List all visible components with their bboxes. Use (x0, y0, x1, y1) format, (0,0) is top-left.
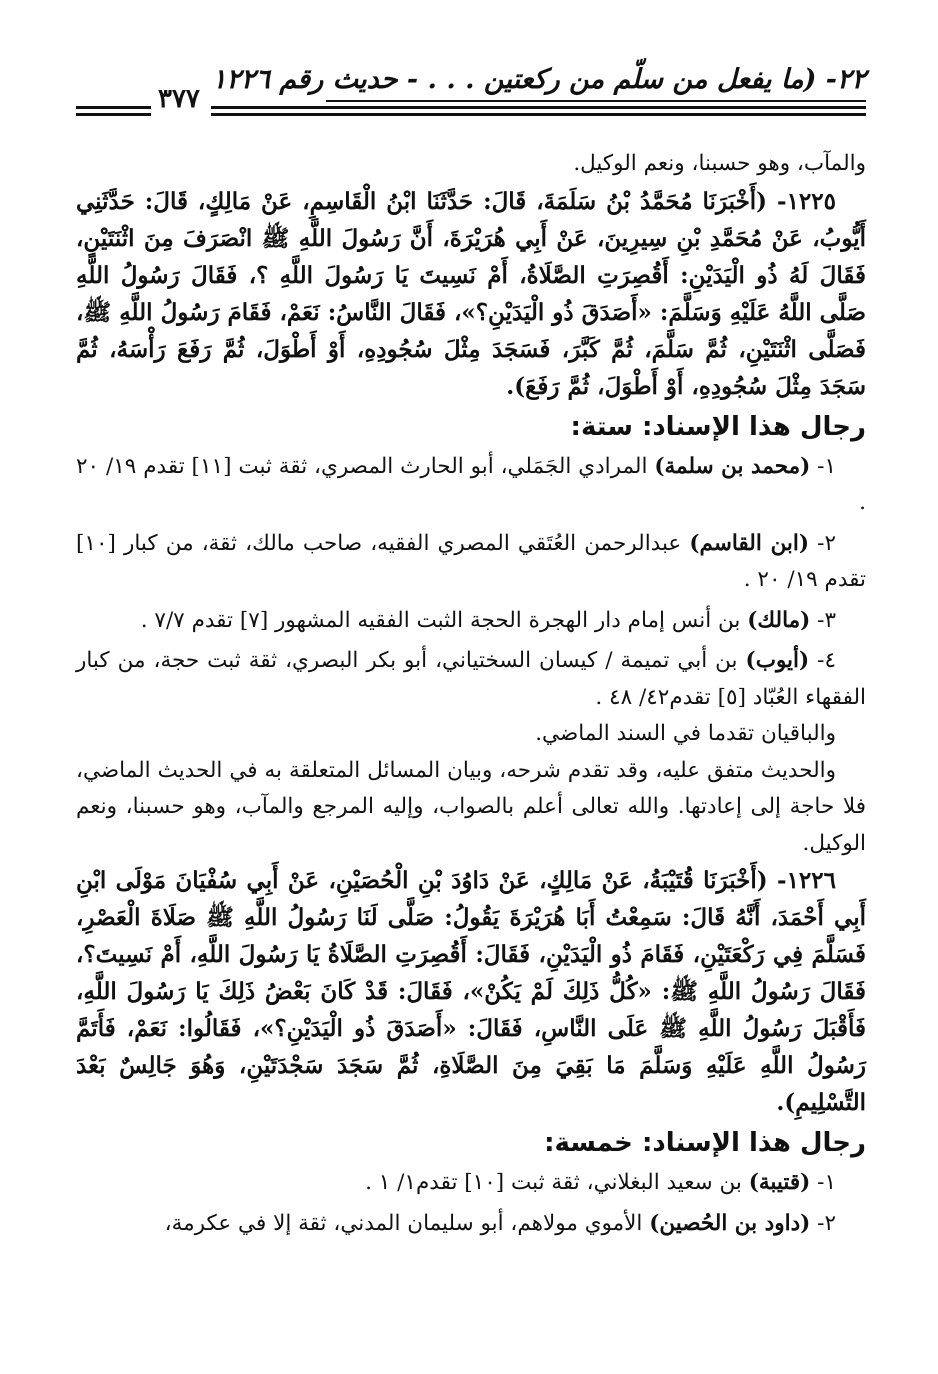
narrator-number: ٢- (810, 1210, 836, 1236)
narrator-details: بن أنس إمام دار الهجرة الحجة الثبت الفقيه المشهور [٧] تقدم ٧/٧ . (140, 607, 748, 633)
page-content (76, 146, 866, 1242)
chapter-title: ٢٢- (ما يفعل من سلّم من ركعتين . . . - حديث رقم ١٢٢٦ (211, 64, 866, 95)
narrator-entry (76, 1206, 866, 1243)
narrators-heading: رجال هذا الإسناد: خمسة: (544, 1128, 866, 1158)
commentary-paragraph: والحديث متفق عليه، وقد تقدم شرحه، وبيان المسائل المتعلقة به في الحديث الماضي، فلا حاجة إلى إعادتها. والله تعالى أعلم بالصواب، وإليه المرجع والمآب، وهو حسبنا، ونعم الوكيل. (76, 757, 866, 856)
header-rule (76, 106, 151, 109)
page-number: ٣٧٧ (158, 84, 200, 114)
remaining-narrators-note: والباقيان تقدما في السند الماضي. (535, 721, 836, 746)
narrator-details: المرادي الجَمَلي، أبو الحارث المصري، ثقة ثبت [١١] تقدم ١٩/ ٢٠ . (76, 453, 866, 515)
narrators-heading: رجال هذا الإسناد: ستة: (570, 411, 866, 442)
narrator-number: ٢- (809, 530, 836, 556)
narrator-entry (76, 1165, 866, 1202)
narrator-number: ٣- (810, 607, 836, 633)
title-underline (326, 100, 866, 102)
narrator-entry (76, 603, 866, 640)
narrator-entry (76, 526, 866, 599)
narrator-name: (داود بن الحُصين) (649, 1210, 811, 1236)
book-page (76, 50, 866, 1242)
hadith-1225: ١٢٢٥- (أَخْبَرَنَا مُحَمَّدُ بْنُ سَلَمَةَ، قَالَ: حَدَّثَنَا ابْنُ الْقَاسِمِ، عَنْ مَالِكٍ، قَالَ: حَدَّثَنِي أَيُّوبُ، عَنْ مُحَمَّدِ بْنِ سِيرِينَ، عَنْ أَبِي هُرَيْرَةَ، أَنَّ رَسُولَ اللَّهِ ﷺ انْصَرَفَ مِنَ اثْنَتَيْنِ، فَقَالَ لَهُ ذُو الْيَدَيْنِ: أَقُصِرَتِ الصَّلَاةُ، أَمْ نَسِيتَ يَا رَسُولَ اللَّهِ ؟، فَقَالَ رَسُولُ اللَّهِ صَلَّى اللَّهُ عَلَيْهِ وَسَلَّمَ: «أَصَدَقَ ذُو الْيَدَيْنِ؟»، فَقَالَ النَّاسُ: نَعَمْ، فَقَامَ رَسُولُ اللَّهِ ﷺ، فَصَلَّى اثْنَتَيْنِ، ثُمَّ سَلَّمَ، ثُمَّ كَبَّرَ، فَسَجَدَ مِثْلَ سُجُودِهِ، أَوْ أَطْوَلَ، ثُمَّ رَفَعَ رَأْسَهُ، ثُمَّ سَجَدَ مِثْلَ سُجُودِهِ، أَوْ أَطْوَلَ، ثُمَّ رَفَعَ). (76, 187, 866, 400)
narrator-number: ٤- (809, 648, 836, 673)
narrator-entry (76, 449, 866, 522)
narrator-entry (76, 643, 866, 716)
narrator-name: (ابن القاسم) (689, 530, 810, 556)
narrator-details: بن أبي تميمة / كيسان السختياني، أبو بكر البصري، ثقة ثبت حجة، من كبار الفقهاء العُبّاد [٥] تقدم٤٢/ ٤٨ . (76, 648, 866, 710)
narrator-details: بن سعيد البغلاني، ثقة ثبت [١٠] تقدم١/ ١ . (365, 1170, 749, 1195)
narrator-name: (قتيبة) (748, 1170, 811, 1195)
intro-line: والمآب، وهو حسبنا، ونعم الوكيل. (573, 151, 866, 176)
header-rule (211, 113, 866, 116)
narrator-name: (أيوب) (745, 648, 810, 673)
running-header (76, 50, 866, 124)
narrator-details: الأموي مولاهم، أبو سليمان المدني، ثقة إلا في عكرمة، (164, 1210, 650, 1236)
hadith-1226: ١٢٢٦- (أَخْبَرَنَا قُتَيْبَةُ، عَنْ مَالِكٍ، عَنْ دَاوُدَ بْنِ الْحُصَيْنِ، عَنْ أَبِي سُفْيَانَ مَوْلَى ابْنِ أَبِي أَحْمَدَ، أَنَّهُ قَالَ: سَمِعْتُ أَبَا هُرَيْرَةَ يَقُولُ: صَلَّى لَنَا رَسُولُ اللَّهِ ﷺ صَلَاةَ الْعَصْرِ، فَسَلَّمَ فِي رَكْعَتَيْنِ، فَقَامَ ذُو الْيَدَيْنِ، فَقَالَ: أَقُصِرَتِ الصَّلَاةُ يَا رَسُولَ اللَّهِ، أَمْ نَسِيتَ؟، فَقَالَ رَسُولُ اللَّهِ ﷺ: «كُلُّ ذَلِكَ لَمْ يَكُنْ»، فَقَالَ: قَدْ كَانَ بَعْضُ ذَلِكَ يَا رَسُولَ اللَّهِ، فَأَقْبَلَ رَسُولُ اللَّهِ ﷺ عَلَى النَّاسِ، فَقَالَ: «أَصَدَقَ ذُو الْيَدَيْنِ؟»، فَقَالُوا: نَعَمْ، فَأَتَمَّ رَسُولُ اللَّهِ عَلَيْهِ وَسَلَّمَ مَا بَقِيَ مِنَ الصَّلَاةِ، ثُمَّ سَجَدَ سَجْدَتَيْنِ، وَهُوَ جَالِسٌ بَعْدَ التَّسْلِيمِ). (76, 867, 866, 1116)
narrator-number: ١- (810, 453, 837, 479)
header-rule (76, 113, 151, 116)
narrator-name: (محمد بن سلمة) (654, 453, 811, 479)
header-rule (211, 106, 866, 109)
narrator-details: عبدالرحمن العُتَقي المصري الفقيه، صاحب مالك، ثقة، من كبار [١٠] تقدم ١٩/ ٢٠ . (76, 530, 866, 592)
narrator-name: (مالك) (747, 607, 811, 633)
narrator-number: ١- (810, 1170, 836, 1195)
